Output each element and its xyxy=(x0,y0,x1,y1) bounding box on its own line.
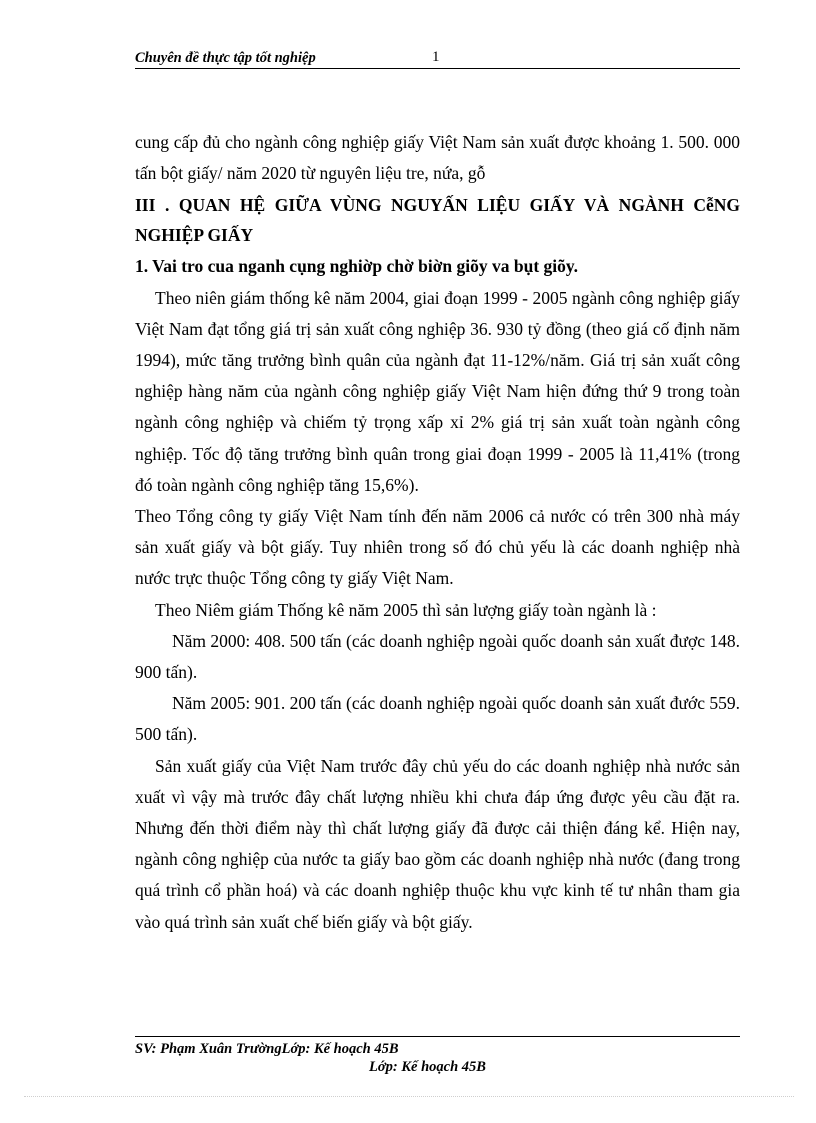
page-footer xyxy=(135,1036,740,1075)
document-body xyxy=(135,127,740,938)
subsection-heading-1: 1. Vai tro cua nganh cụng nghiờp chờ biờn giõy va bụt giõy. xyxy=(135,256,579,277)
page-number: 1 xyxy=(432,49,440,65)
paragraph-4: Năm 2000: 408. 500 tấn (các doanh nghiệp ngoài quốc doanh sản xuất được 148. 900 tấn). xyxy=(135,630,740,683)
section-heading-3: III . QUAN HỆ GIỮA VÙNG NGUYẤN LIỆU GIẤY VÀ NGÀNH CễNG NGHIỆP GIẤY xyxy=(135,195,740,246)
paragraph-3: Theo Niêm giám Thống kê năm 2005 thì sản lượng giấy toàn ngành là : xyxy=(155,599,657,620)
paragraph-1: Theo niên giám thống kê năm 2004, giai đoạn 1999 - 2005 ngành công nghiệp giấy Việt Nam đạt tổng giá trị sản xuất công nghiệp 36. 930 tỷ đồng (theo giá cố định năm 1994), mức tăng trưởng bình quân của ngành đạt 11-12%/năm. Giá trị sản xuất công nghiệp hàng năm của ngành công nghiệp giấy Việt Nam hiện đứng thứ 9 trong toàn ngành công nghiệp và chiếm tỷ trọng xấp xỉ 2% giá trị sản xuất toàn ngành công nghiệp. Tốc độ tăng trưởng bình quân trong giai đoạn 1999 - 2005 là 11,41% (trong đó toàn ngành công nghiệp tăng 15,6%). xyxy=(135,287,740,495)
footer-class-line: Lớp: Kế hoạch 45B xyxy=(369,1059,486,1075)
paragraph-2: Theo Tổng công ty giấy Việt Nam tính đến năm 2006 cả nước có trên 300 nhà máy sản xuất giấy và bột giấy. Tuy nhiên trong số đó chủ yếu là các doanh nghiệp nhà nước trực thuộc Tổng công ty giấy Việt Nam. xyxy=(135,506,740,589)
header-title: Chuyên đề thực tập tốt nghiệp xyxy=(135,50,316,66)
paragraph-intro-continued: cung cấp đủ cho ngành công nghiệp giấy Việt Nam sản xuất được khoảng 1. 500. 000 tấn bột giấy/ năm 2020 từ nguyên liệu tre, nứa, gỗ xyxy=(135,132,740,184)
footer-student-line: SV: Phạm Xuân TrườngLớp: Kế hoạch 45B xyxy=(135,1041,399,1057)
page-header xyxy=(135,48,740,69)
paragraph-5: Năm 2005: 901. 200 tấn (các doanh nghiệp ngoài quốc doanh sản xuất đước 559. 500 tấn). xyxy=(135,693,740,745)
paragraph-6: Sản xuất giấy của Việt Nam trước đây chủ yếu do các doanh nghiệp nhà nước sản xuất vì vậy mà trước đây chất lượng nhiều khi chưa đáp ứng được yêu cầu đặt ra. Nhưng đến thời điểm này thì chất lượng giấy đã được cải thiện đáng kể. Hiện nay, ngành công nghiệp của nước ta giấy bao gồm các doanh nghiệp nhà nước (đang trong quá trình cổ phần hoá) và các doanh nghiệp thuộc khu vực kinh tế tư nhân tham gia vào quá trình sản xuất chế biến giấy và bột giấy. xyxy=(135,755,740,932)
page-bottom-divider xyxy=(24,1096,794,1097)
